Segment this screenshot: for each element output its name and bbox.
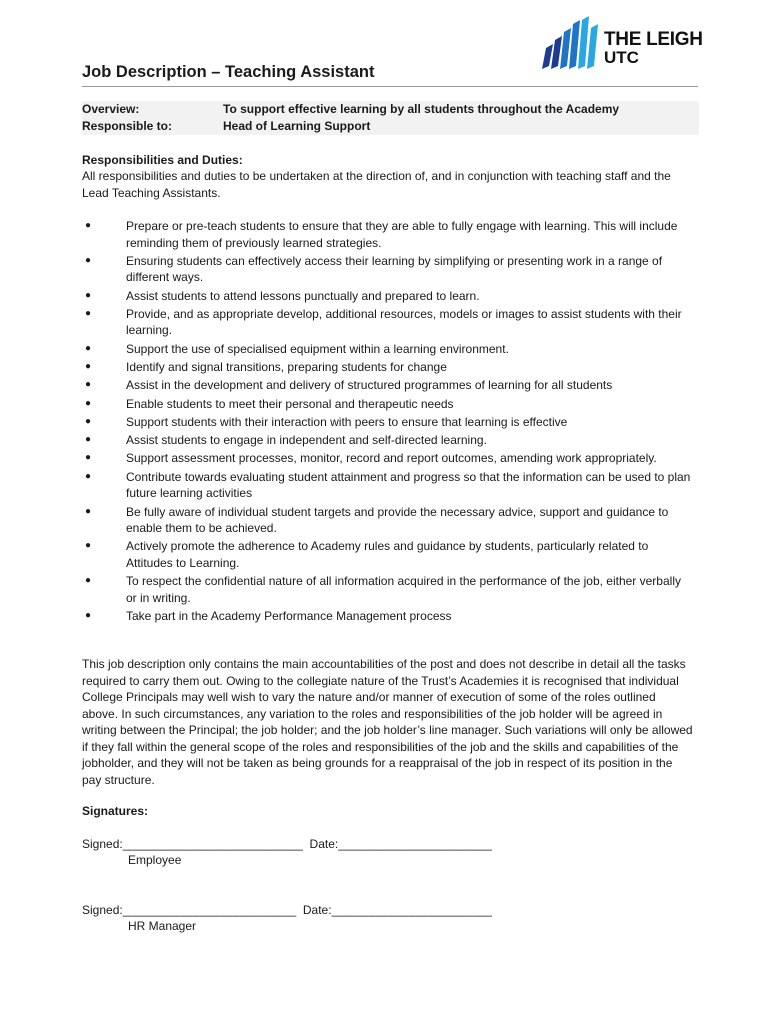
bullet-icon: ● bbox=[85, 379, 92, 391]
duty-text: Assist students to attend lessons punctually and prepared to learn. bbox=[126, 288, 480, 303]
logo-line2: UTC bbox=[604, 48, 639, 67]
overview-label: Overview: bbox=[82, 102, 140, 116]
duty-text: Contribute towards evaluating student attainment and progress so that the information can be used to plan future learning activities bbox=[126, 469, 691, 501]
bullet-icon: ● bbox=[85, 452, 92, 464]
bullet-icon: ● bbox=[85, 307, 92, 319]
bullet-icon: ● bbox=[85, 415, 92, 427]
page-title: Job Description – Teaching Assistant bbox=[82, 63, 698, 87]
responsible-to-row bbox=[82, 118, 699, 135]
overview-value: To support effective learning by all students throughout the Academy bbox=[223, 102, 620, 116]
duty-item bbox=[82, 306, 694, 339]
bullet-icon: ● bbox=[85, 360, 92, 372]
bullet-icon: ● bbox=[85, 254, 92, 266]
duty-item bbox=[82, 253, 694, 286]
responsible-to-value: Head of Learning Support bbox=[223, 119, 371, 133]
bullet-icon: ● bbox=[85, 540, 92, 552]
duty-item bbox=[82, 396, 694, 413]
duty-text: Assist in the development and delivery of structured programmes of learning for all students bbox=[126, 378, 613, 393]
duty-text: Support the use of specialised equipment within a learning environment. bbox=[126, 341, 509, 356]
bullet-icon: ● bbox=[85, 342, 92, 354]
duty-item bbox=[82, 377, 694, 394]
duty-item bbox=[82, 218, 694, 251]
closing-paragraph: This job description only contains the main accountabilities of the post and does not describe in detail all the tasks required to carry them out. Owing to the collegiate nature of the Trust’s Academies it is recognised that individual College Principals may well wish to vary the nature and/or manner of execution of some of the roles outlined above. In such circumstances, any variation to the roles and responsibilities of the job holder will be agreed in writing between the Principal; the job holder; and the job holder’s line manager. Such variations will only be allowed if they fall within the general scope of the roles and responsibilities of the job and the skills and capabilities of the jobholder, and they will not be taken as being grounds for a reappraisal of the job in respect of its position in the pay structure. bbox=[82, 657, 693, 787]
logo-line1: THE LEIGH bbox=[604, 29, 703, 50]
responsibilities-intro: All responsibilities and duties to be undertaken at the direction of, and in conjunction with teaching staff and the Lead Teaching Assistants. bbox=[82, 169, 671, 200]
duty-text: Support assessment processes, monitor, record and report outcomes, amending work appropriately. bbox=[126, 451, 657, 466]
duty-item bbox=[82, 414, 694, 431]
logo-bar bbox=[569, 20, 580, 69]
duty-text: Assist students to engage in independent and self-directed learning. bbox=[126, 433, 487, 448]
duty-text: Support students with their interaction with peers to ensure that learning is effective bbox=[126, 414, 568, 429]
responsible-to-label: Responsible to: bbox=[82, 119, 173, 133]
bullet-icon: ● bbox=[85, 434, 92, 446]
duty-text: Take part in the Academy Performance Management process bbox=[126, 608, 452, 623]
logo-wordmark bbox=[604, 30, 703, 67]
responsibilities-heading: Responsibilities and Duties: bbox=[82, 153, 243, 167]
duty-item bbox=[82, 538, 694, 571]
duty-item bbox=[82, 469, 694, 502]
hr-role-label: HR Manager bbox=[128, 919, 197, 933]
bullet-icon: ● bbox=[85, 470, 92, 482]
duty-item bbox=[82, 450, 694, 467]
duty-text: Ensuring students can effectively access their learning by simplifying or presenting work in a range of different ways. bbox=[126, 253, 663, 285]
duty-text: Prepare or pre-teach students to ensure that they are able to fully engage with learning. This will include reminding them of previously learned strategies. bbox=[126, 219, 678, 250]
bullet-icon: ● bbox=[85, 609, 92, 621]
bullet-icon: ● bbox=[85, 575, 92, 587]
bullet-icon: ● bbox=[85, 505, 92, 517]
bullet-icon: ● bbox=[85, 397, 92, 409]
signatures-heading: Signatures: bbox=[82, 804, 149, 818]
duty-text: To respect the confidential nature of all information acquired in the performance of the job, either verbally or in writing. bbox=[126, 574, 681, 605]
duty-item bbox=[82, 504, 694, 537]
duty-item bbox=[82, 432, 694, 449]
duty-text: Provide, and as appropriate develop, additional resources, models or images to assist students with their learning. bbox=[126, 306, 682, 338]
duty-item bbox=[82, 359, 694, 376]
overview-table bbox=[82, 101, 699, 135]
duty-text: Be fully aware of individual student targets and provide the necessary advice, support and guidance to enable them to be achieved. bbox=[126, 504, 669, 536]
hr-signature-line: Signed:__________________________ Date:________________________ bbox=[82, 903, 492, 917]
duty-item bbox=[82, 288, 694, 305]
duties-list bbox=[82, 218, 694, 626]
employee-signature-line: Signed:___________________________ Date:_______________________ bbox=[82, 837, 492, 851]
bullet-icon: ● bbox=[85, 289, 92, 301]
duty-text: Identify and signal transitions, preparing students for change bbox=[126, 359, 447, 374]
employee-role-label: Employee bbox=[128, 853, 182, 867]
bullet-icon: ● bbox=[85, 220, 92, 231]
duty-text: Actively promote the adherence to Academy rules and guidance by students, particularly related to Attitudes to Learning. bbox=[126, 539, 649, 570]
duty-item bbox=[82, 573, 694, 606]
duty-text: Enable students to meet their personal and therapeutic needs bbox=[126, 396, 454, 411]
duty-item bbox=[82, 608, 694, 625]
overview-row bbox=[82, 101, 699, 118]
duty-item bbox=[82, 341, 694, 358]
